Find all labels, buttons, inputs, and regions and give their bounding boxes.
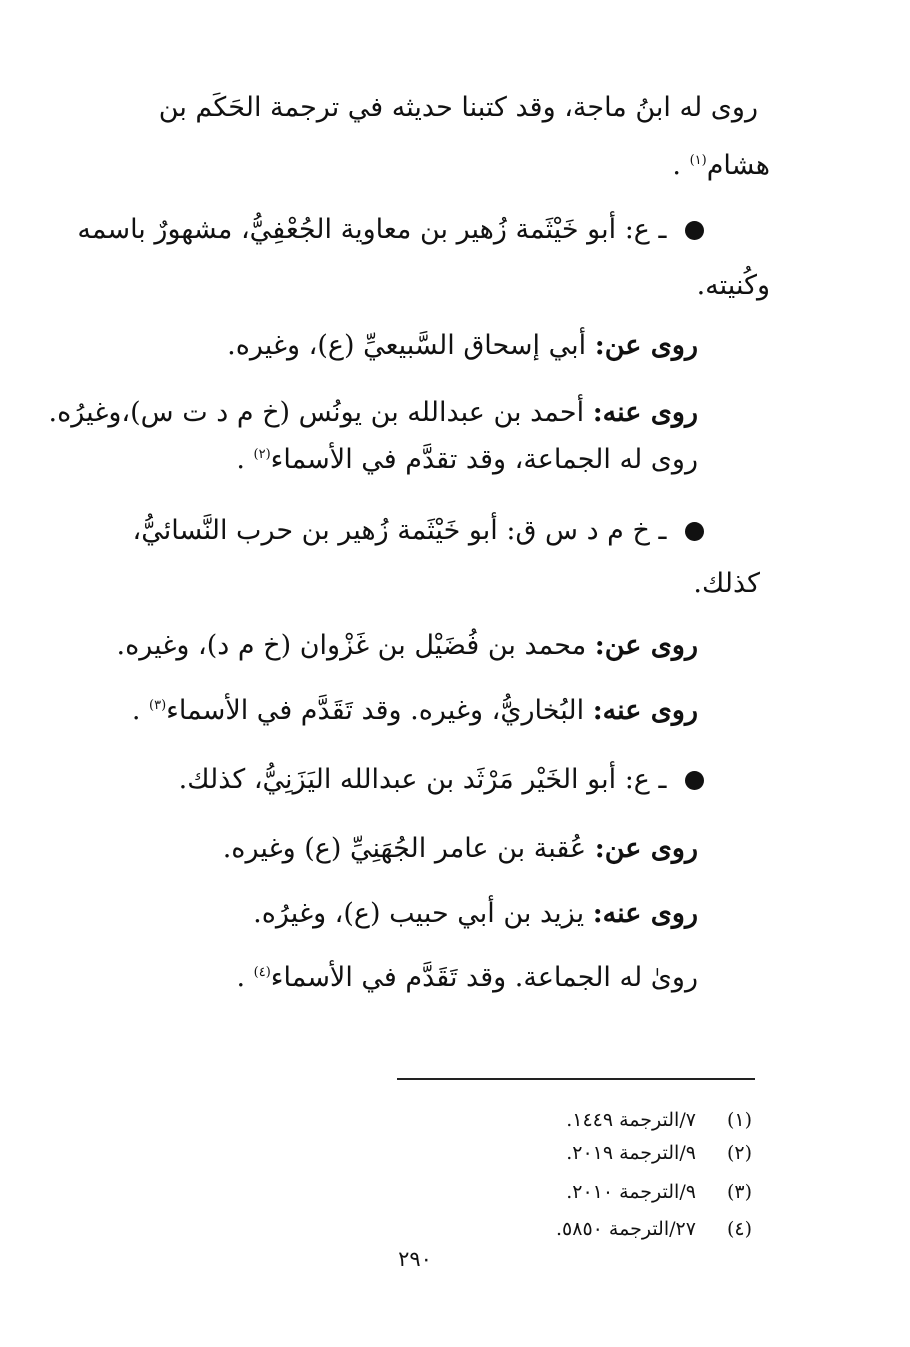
- punctuation: .: [236, 444, 245, 475]
- narrated-by: [49, 393, 699, 433]
- paragraph-text: هشام: [706, 150, 770, 181]
- footnote-number: (٢): [726, 1142, 752, 1164]
- footnote-marker: (٢): [253, 447, 271, 462]
- entry-heading: [77, 210, 704, 250]
- narrated-by: [253, 894, 698, 934]
- text-line: [672, 146, 770, 186]
- bullet-icon: [685, 771, 704, 790]
- paragraph-text: روى له الجماعة، وقد تقدَّم في الأسماء: [270, 444, 698, 475]
- narrated-by-text: يزيد بن أبي حبيب (ع)، وغيرُه.: [253, 898, 585, 929]
- page-number: ٢٩٠: [398, 1247, 432, 1271]
- entry-name: أبو خَيْثَمة زُهير بن معاوية الجُعْفِيُّ، مشهورٌ باسمه: [77, 214, 617, 245]
- footnote-text: ٧/الترجمة ١٤٤٩.: [566, 1109, 696, 1131]
- entry-code: ـ ع:: [624, 764, 667, 795]
- paragraph-text: روى له ابنُ ماجة، وقد كتبنا حديثه في ترجمة الحَكَم بن: [158, 92, 758, 123]
- footnote-number: (٣): [726, 1181, 752, 1203]
- narrated-from-label: روى عن:: [594, 833, 698, 864]
- bullet-icon: [685, 522, 704, 541]
- narrated-by-text: أحمد بن عبدالله بن يونُس (خ م د ت س)،وغيرُه.: [48, 397, 585, 428]
- text-line: [697, 266, 770, 306]
- footnote-text: ٩/الترجمة ٢٠١٠.: [566, 1181, 696, 1203]
- paragraph-text: روىٰ له الجماعة. وقد تَقَدَّم في الأسماء: [270, 962, 698, 993]
- narrated-from-text: أبي إسحاق السَّبيعيِّ (ع)، وغيره.: [227, 330, 587, 361]
- paragraph-text: كذلك.: [693, 568, 760, 599]
- narrated-from: [117, 626, 699, 666]
- entry-name: أبو الخَيْر مَرْثَد بن عبدالله اليَزَنِيُّ، كذلك.: [178, 764, 617, 795]
- footnote-number: (٤): [726, 1218, 752, 1240]
- narrated-from-label: روى عن:: [594, 630, 698, 661]
- narrated-from-text: عُقبة بن عامر الجُهَنِيِّ (ع) وغيره.: [222, 833, 587, 864]
- narrated-from-label: روى عن:: [594, 330, 698, 361]
- entry-heading: [179, 760, 704, 800]
- text-line: [236, 440, 698, 480]
- footnote: [566, 1178, 752, 1206]
- footnote: [556, 1215, 752, 1243]
- entry-name: أبو خَيْثَمة زُهير بن حرب النَّسائيُّ،: [132, 515, 498, 546]
- narrated-by-label: روى عنه:: [592, 898, 698, 929]
- narrated-by: [132, 691, 698, 731]
- narrated-by-label: روى عنه:: [592, 397, 698, 428]
- text-line: [159, 88, 758, 128]
- punctuation: .: [236, 962, 246, 993]
- narrated-by-text: البُخاريُّ، وغيره. وقد تَقَدَّم في الأسماء: [166, 695, 585, 726]
- footnote-marker: (٤): [253, 965, 271, 980]
- narrated-from-text: محمد بن فُضَيْل بن غَزْوان (خ م د)، وغيره.: [116, 630, 587, 661]
- punctuation: .: [672, 150, 681, 181]
- bullet-icon: [685, 221, 704, 240]
- footnote-text: ٩/الترجمة ٢٠١٩.: [566, 1142, 696, 1164]
- text-line: [693, 564, 760, 604]
- text-line: [236, 958, 698, 998]
- entry-heading: [133, 511, 704, 551]
- footnote-marker: (٣): [149, 698, 167, 713]
- narrated-by-label: روى عنه:: [592, 695, 698, 726]
- entry-code: ـ خ م د س ق:: [506, 515, 667, 546]
- narrated-from: [227, 326, 698, 366]
- footnote: [566, 1106, 752, 1134]
- paragraph-text: وكُنيته.: [696, 270, 770, 301]
- punctuation: .: [131, 695, 141, 726]
- footnote: [566, 1139, 752, 1167]
- footnote-number: (١): [726, 1109, 752, 1131]
- footnote-marker: (١): [689, 153, 707, 168]
- footnote-text: ٢٧/الترجمة ٥٨٥٠.: [556, 1218, 696, 1240]
- footnote-divider: [397, 1078, 755, 1080]
- narrated-from: [223, 829, 698, 869]
- entry-code: ـ ع:: [624, 214, 667, 245]
